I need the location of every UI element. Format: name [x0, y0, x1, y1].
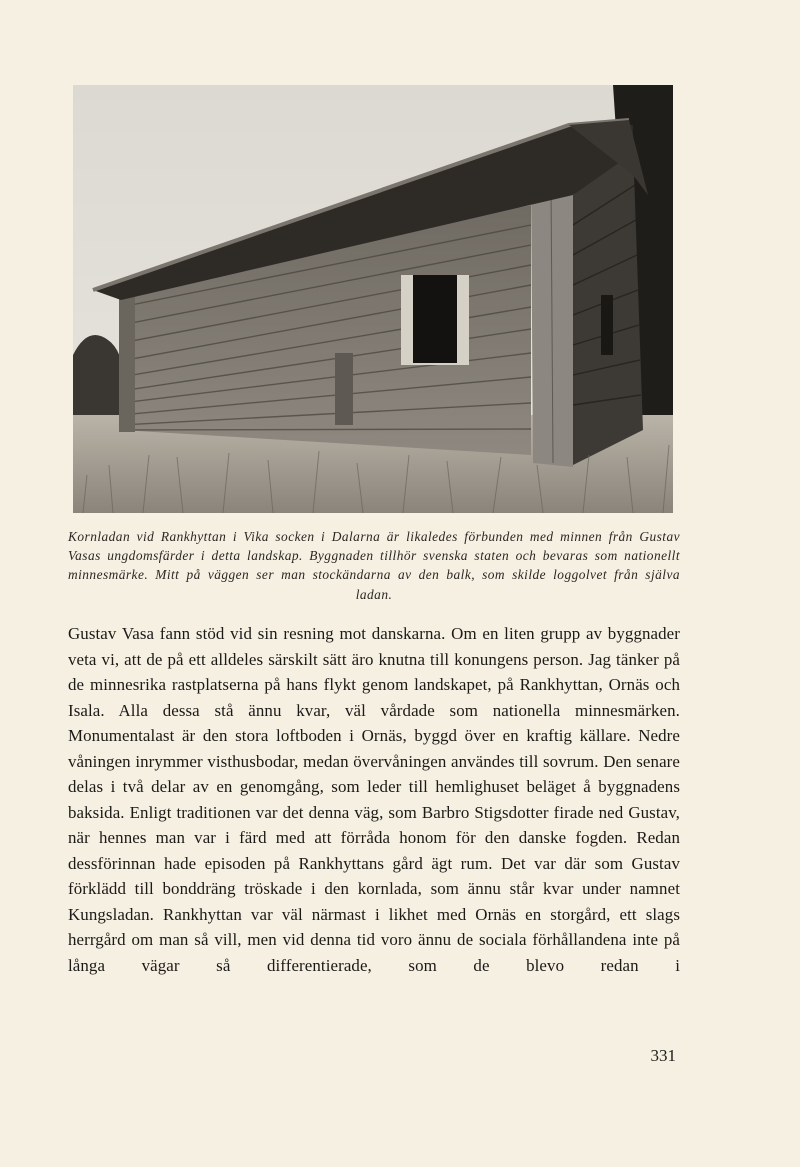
body-paragraph: Gustav Vasa fann stöd vid sin resning mot danskarna. Om en liten grupp av byggnader veta vi, att de på ett alldeles särskilt sätt äro knutna till konungens person. Jag tänker på de minnesrika rastplatserna på hans flykt genom landskapet, på Rankhyttan, Ornäs och Isala. Alla dessa stå ännu kvar, väl vårdade som nationella minnesmärken. Monumentalast är den stora loftboden i Ornäs, byggd över en kraftig källare. Nedre våningen inrymmer visthusbodar, medan övervåningen användes till sovrum. Den senare delas i två delar av en genomgång, som leder till hemlighuset beläget å byggnadens baksida. Enligt traditionen var det denna väg, som Barbro Stigsdotter firade ned Gustav, när hennes man var i färd med att förråda honom för den danske fogden. Redan dessförinnan hade episoden på Rankhyttans gård ägt rum. Det var där som Gustav förklädd till bonddräng tröskade i den kornlada, som ännu står kvar under namnet Kungsladan. Rankhyttan var väl närmast i likhet med Ornäs en storgård, ett slags herrgård om man så vill, men vid denna tid voro ännu de sociala förhållandena inte på långa vägar så differentierade, som de blevo redan i [68, 624, 680, 975]
figure-caption: Kornladan vid Rankhyttan i Vika socken i Dalarna är likaledes förbunden med minnen från Gustav Vasas ungdomsfärder i detta landskap. Byggnaden tillhör svenska staten och bevaras som nationellt minnesmärke. Mitt på väggen ser man stockändarna av den balk, som skilde loggolvet från själva ladan. [68, 529, 680, 602]
page-number: 331 [650, 1046, 676, 1065]
barn-photograph [73, 85, 673, 513]
barn-illustration [73, 85, 673, 513]
